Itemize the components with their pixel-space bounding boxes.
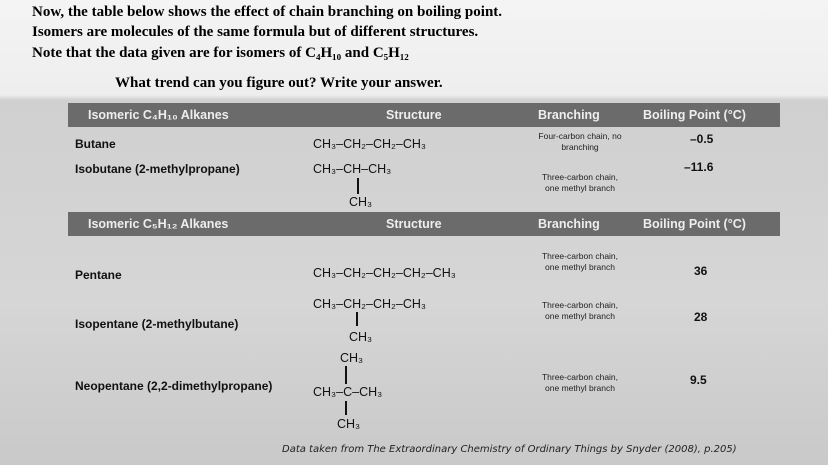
row-branching: Three-carbon chain, one methyl branch	[541, 251, 619, 272]
table2-header	[68, 212, 780, 236]
table1-header	[68, 103, 780, 127]
row-name: Butane	[75, 137, 116, 151]
row-structure: CH₃–CH–CH₃	[313, 162, 392, 176]
bond-line	[345, 401, 347, 415]
row-branching: Three-carbon chain, one methyl branch	[541, 372, 619, 393]
row-name: Pentane	[75, 268, 122, 282]
col-structure-header: Structure	[386, 108, 442, 122]
bond-line	[357, 178, 359, 194]
row-bp: 36	[694, 264, 708, 278]
row-branching: Four-carbon chain, no branching	[538, 131, 622, 152]
row-bp: 28	[694, 310, 708, 324]
row-structure-branch: CH₃	[349, 195, 373, 209]
row-bp: –11.6	[684, 160, 714, 174]
citation: Data taken from The Extraordinary Chemistry of Ordinary Things by Snyder (2008), p.205)	[282, 444, 737, 455]
col-bp-header: Boiling Point (°C)	[643, 108, 746, 122]
col-bp-header: Boiling Point (°C)	[643, 217, 746, 231]
row-name: Isobutane (2-methylpropane)	[75, 162, 240, 176]
intro-line: Isomers are molecules of the same formula but of different structures.	[32, 24, 479, 40]
row-structure-branch: CH₃	[349, 330, 373, 344]
col-name-header: Isomeric C₄H₁₀ Alkanes	[88, 108, 229, 122]
col-branching-header: Branching	[538, 217, 600, 231]
row-name: Neopentane (2,2-dimethylpropane)	[75, 379, 273, 393]
intro-line: Note that the data given are for isomers of C₄H₁₀ and C₅H₁₂	[32, 45, 409, 61]
row-structure: CH₃–CH₂–CH₂–CH₃	[313, 137, 426, 151]
row-structure: CH₃–CH₂–CH₂–CH₂–CH₃	[313, 266, 456, 280]
row-structure-top: CH₃	[340, 351, 364, 365]
row-structure-branch: CH₃	[337, 417, 361, 431]
row-structure: CH₃–C–CH₃	[313, 385, 383, 399]
col-structure-header: Structure	[386, 217, 442, 231]
question: What trend can you figure out? Write your answer.	[115, 75, 443, 91]
bond-line	[356, 312, 358, 326]
row-structure: CH₃–CH₂–CH₂–CH₃	[313, 297, 426, 311]
row-bp: –0.5	[690, 132, 714, 146]
row-name: Isopentane (2-methylbutane)	[75, 317, 239, 331]
intro-line: Now, the table below shows the effect of chain branching on boiling point.	[32, 4, 503, 20]
col-name-header: Isomeric C₅H₁₂ Alkanes	[88, 217, 229, 231]
bond-line	[345, 366, 347, 384]
row-branching: Three-carbon chain, one methyl branch	[541, 300, 619, 321]
row-bp: 9.5	[690, 373, 707, 387]
col-branching-header: Branching	[538, 108, 600, 122]
row-branching: Three-carbon chain, one methyl branch	[541, 172, 619, 193]
